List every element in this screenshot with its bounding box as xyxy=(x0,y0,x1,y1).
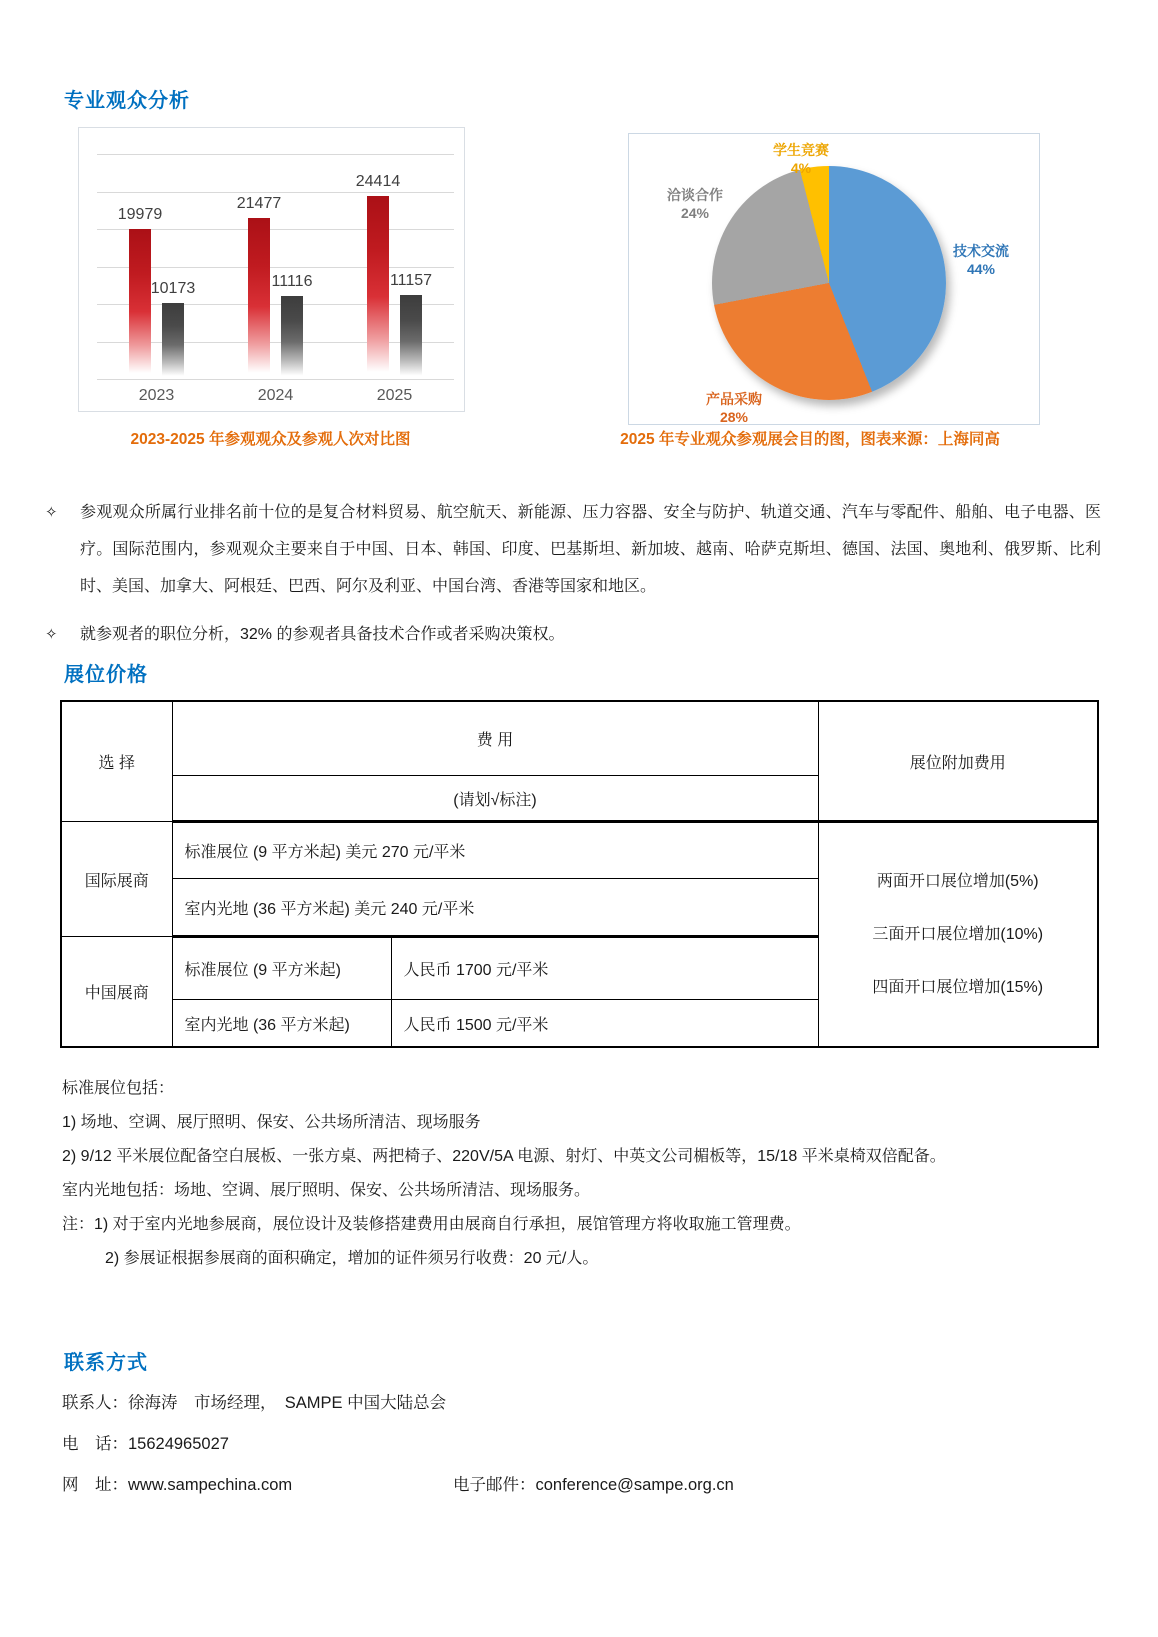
table-cell-intl-raw-space: 室内光地 (36 平方米起) 美元 240 元/平米 xyxy=(172,879,818,937)
section-title-booth-price: 展位价格 xyxy=(64,664,148,686)
pie-label-产品采购: 产品采购 28% xyxy=(706,391,762,425)
bullet-text: 参观观众所属行业排名前十位的是复合材料贸易、航空航天、新能源、压力容器、安全与防护、轨道交通、汽车与零配件、船舶、电子电器、医疗。国际范围内，参观观众主要来自于中国、日本、韩国、印度、巴基斯坦、新加坡、越南、哈萨克斯坦、德国、法国、奥地利、俄罗斯、比利时、美国、加拿大、阿根廷、巴西、阿尔及利亚、中国台湾、香港等国家和地区。 xyxy=(80,504,1101,595)
table-cell-china-exhibitor: 中国展商 xyxy=(61,937,172,1048)
booth-price-table xyxy=(60,700,1099,1048)
note-line: 1) 场地、空调、展厅照明、保安、公共场所清洁、现场服务 xyxy=(62,1114,481,1131)
bar-value-label: 11157 xyxy=(389,272,433,290)
bullet-item-job-analysis xyxy=(38,616,1101,653)
section-title-audience-analysis: 专业观众分析 xyxy=(64,90,190,112)
table-header-addon: 展位附加费用 xyxy=(818,701,1098,822)
gridline xyxy=(97,192,454,193)
contact-email: 电子邮件：conference@sampe.org.cn xyxy=(453,1476,734,1494)
bar-value-label: 21477 xyxy=(236,194,282,212)
table-header-choice: 选 择 xyxy=(61,701,172,822)
pie-label-学生竞赛: 学生竞赛 4% xyxy=(773,142,829,176)
addon-line-four-side: 四面开口展位增加(15%) xyxy=(872,979,1044,996)
pie-label-技术交流: 技术交流 44% xyxy=(953,243,1009,277)
pie xyxy=(712,166,946,400)
bar-chart-visitors xyxy=(78,127,465,412)
bar-value-label: 24414 xyxy=(355,172,401,190)
bar-参观观众-2024 xyxy=(248,218,270,379)
bar-value-label: 19979 xyxy=(117,206,163,224)
diamond-bullet-icon: ✧ xyxy=(45,626,58,643)
booth-notes xyxy=(62,1078,1102,1282)
bar-参观观众-2023 xyxy=(129,229,151,379)
note-line: 2) 9/12 平米展位配备空白展板、一张方桌、两把椅子、220V/5A 电源、射灯、中英文公司楣板等，15/18 平米桌椅双倍配备。 xyxy=(62,1148,946,1165)
bar-参观人次-2025 xyxy=(400,295,422,379)
table-header-fee-note: (请划√标注) xyxy=(172,776,818,822)
pie-label-洽谈合作: 洽谈合作 24% xyxy=(667,187,723,221)
bar-value-label: 10173 xyxy=(150,279,196,297)
x-axis-label: 2023 xyxy=(138,387,175,404)
table-cell-china-raw-price: 人民币 1500 元/平米 xyxy=(391,1000,818,1048)
section-title-contact: 联系方式 xyxy=(64,1352,148,1374)
x-axis-label: 2025 xyxy=(376,387,413,404)
bullet-list xyxy=(38,494,1101,653)
note-line: 室内光地包括：场地、空调、展厅照明、保安、公共场所清洁、现场服务。 xyxy=(62,1182,591,1199)
pie-chart-visit-purpose xyxy=(628,133,1040,425)
note-line: 标准展位包括： xyxy=(62,1080,175,1097)
table-cell-china-standard-booth: 标准展位 (9 平方米起) xyxy=(172,937,391,1000)
gridline xyxy=(97,154,454,155)
note-line: 2) 参展证根据参展商的面积确定，增加的证件须另行收费：20 元/人。 xyxy=(105,1250,599,1267)
table-cell-international-exhibitor: 国际展商 xyxy=(61,822,172,937)
table-header-fee: 费 用 xyxy=(172,701,818,776)
bar-参观人次-2024 xyxy=(281,296,303,379)
bar-chart-caption: 2023-2025 年参观观众及参观人次对比图 xyxy=(130,431,411,448)
table-cell-china-standard-price: 人民币 1700 元/平米 xyxy=(391,937,818,1000)
table-cell-intl-standard-booth: 标准展位 (9 平方米起) 美元 270 元/平米 xyxy=(172,822,818,879)
contact-block xyxy=(62,1393,1102,1516)
gridline xyxy=(97,379,454,380)
diamond-bullet-icon: ✧ xyxy=(45,504,58,521)
table-cell-china-raw-space: 室内光地 (36 平方米起) xyxy=(172,1000,391,1048)
note-line: 注：1) 对于室内光地参展商，展位设计及装修搭建费用由展商自行承担，展馆管理方将收取施工管理费。 xyxy=(62,1216,801,1233)
bar-value-label: 11116 xyxy=(271,272,313,290)
bar-参观人次-2023 xyxy=(162,303,184,379)
contact-phone: 电 话：15624965027 xyxy=(62,1435,229,1453)
pie-chart-caption: 2025 年专业观众参观展会目的图，图表来源：上海同高 xyxy=(620,431,1000,448)
addon-line-two-side: 两面开口展位增加(5%) xyxy=(876,873,1039,890)
contact-website: 网 址：www.sampechina.com xyxy=(62,1476,293,1494)
contact-person: 联系人：徐海涛 市场经理， SAMPE 中国大陆总会 xyxy=(62,1394,447,1412)
x-axis-label: 2024 xyxy=(257,387,294,404)
bullet-item-industries xyxy=(38,494,1101,605)
addon-line-three-side: 三面开口展位增加(10%) xyxy=(872,926,1044,943)
bullet-text: 就参观者的职位分析，32% 的参观者具备技术合作或者采购决策权。 xyxy=(80,626,565,643)
table-cell-addon-fees xyxy=(818,822,1098,1048)
